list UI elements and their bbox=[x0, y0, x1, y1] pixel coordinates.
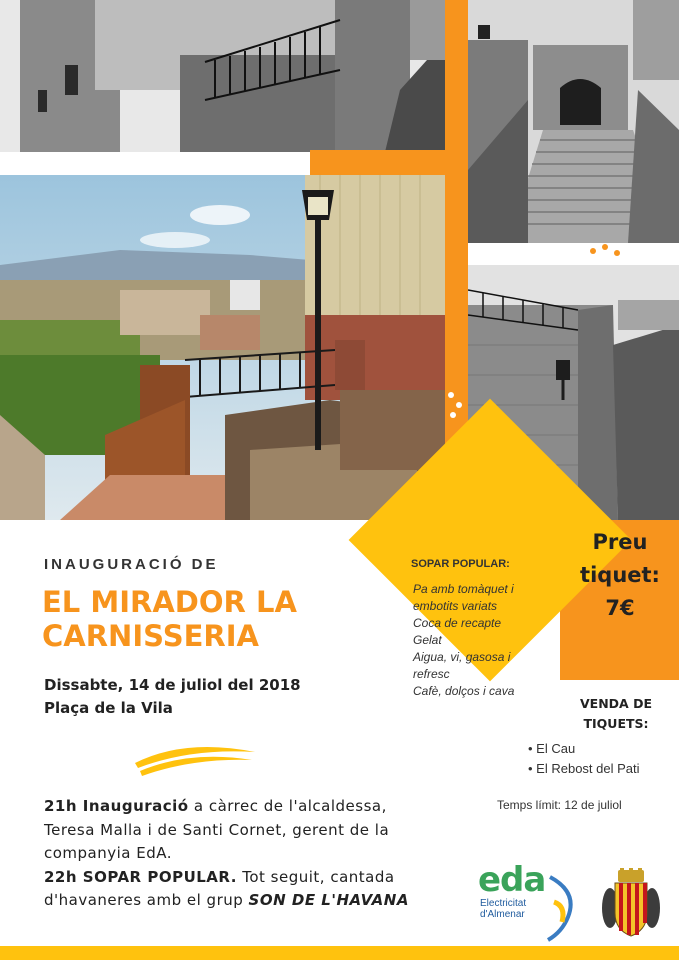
menu-item: refresc bbox=[413, 667, 450, 681]
sales-point: • El Rebost del Pati bbox=[528, 761, 640, 776]
sales-deadline: Temps límit: 12 de juliol bbox=[497, 798, 622, 812]
decorative-dots-lower bbox=[448, 390, 468, 420]
program-line-4: 22h SOPAR POPULAR. Tot seguit, cantada bbox=[44, 867, 395, 886]
photo-top-left bbox=[0, 0, 445, 152]
decorative-dots-right bbox=[590, 240, 630, 260]
event-place: Plaça de la Vila bbox=[44, 699, 173, 717]
menu-item: Coca de recapte bbox=[413, 616, 502, 630]
event-date: Dissabte, 14 de juliol del 2018 bbox=[44, 676, 301, 694]
photo-top-right bbox=[468, 0, 679, 243]
decorative-dots-top bbox=[447, 56, 467, 86]
program-line-3: companyia EdA. bbox=[44, 844, 173, 862]
coat-of-arms-icon bbox=[600, 868, 662, 938]
ticket-price bbox=[566, 526, 674, 625]
program-text bbox=[44, 795, 454, 913]
decorative-dots-middle bbox=[268, 156, 308, 176]
eda-logo-sub1: Electricitat bbox=[480, 898, 527, 909]
program-time-21h: 21h Inauguració bbox=[44, 797, 189, 815]
eda-logo bbox=[478, 862, 578, 942]
ticket-sales-heading: VENDA DE TIQUETS: bbox=[580, 696, 652, 731]
program-line-1: 21h Inauguració a càrrec de l'alcaldessa, bbox=[44, 797, 387, 815]
price-label-2: tiquet: bbox=[580, 563, 660, 587]
program-time-22h: 22h SOPAR POPULAR. bbox=[44, 867, 237, 886]
price-label-1: Preu bbox=[592, 530, 648, 554]
menu-item: Gelat bbox=[413, 633, 442, 647]
menu-item: Aigua, vi, gasosa i bbox=[413, 650, 511, 664]
photo-mirador-color bbox=[0, 175, 445, 520]
program-line-5: d'havaneres amb el grup SON DE L'HAVANA bbox=[44, 891, 409, 909]
menu-list bbox=[413, 581, 514, 700]
sales-point: • El Cau bbox=[528, 741, 576, 756]
sales-points bbox=[528, 739, 640, 779]
program-line-2: Teresa Malla i de Santi Cornet, gerent de la bbox=[44, 820, 390, 839]
brush-decoration bbox=[130, 738, 260, 778]
event-title-line2: CARNISSERIA bbox=[42, 619, 259, 653]
eda-logo-sub2: d'Almenar bbox=[480, 909, 525, 920]
price-value: 7€ bbox=[605, 596, 635, 620]
event-title-line1: EL MIRADOR LA bbox=[42, 585, 297, 619]
eda-swirl-icon bbox=[540, 872, 578, 942]
event-subtitle: INAUGURACIÓ DE bbox=[44, 556, 219, 573]
menu-item: Pa amb tomàquet i bbox=[413, 582, 514, 596]
menu-item: Cafè, dolços i cava bbox=[413, 684, 515, 698]
band-name: SON DE L'HAVANA bbox=[248, 891, 409, 909]
eda-logo-text: eda bbox=[478, 860, 546, 900]
menu-item: embotits variats bbox=[413, 599, 498, 613]
bottom-strip bbox=[0, 946, 679, 960]
menu-heading: SOPAR POPULAR: bbox=[411, 558, 510, 570]
